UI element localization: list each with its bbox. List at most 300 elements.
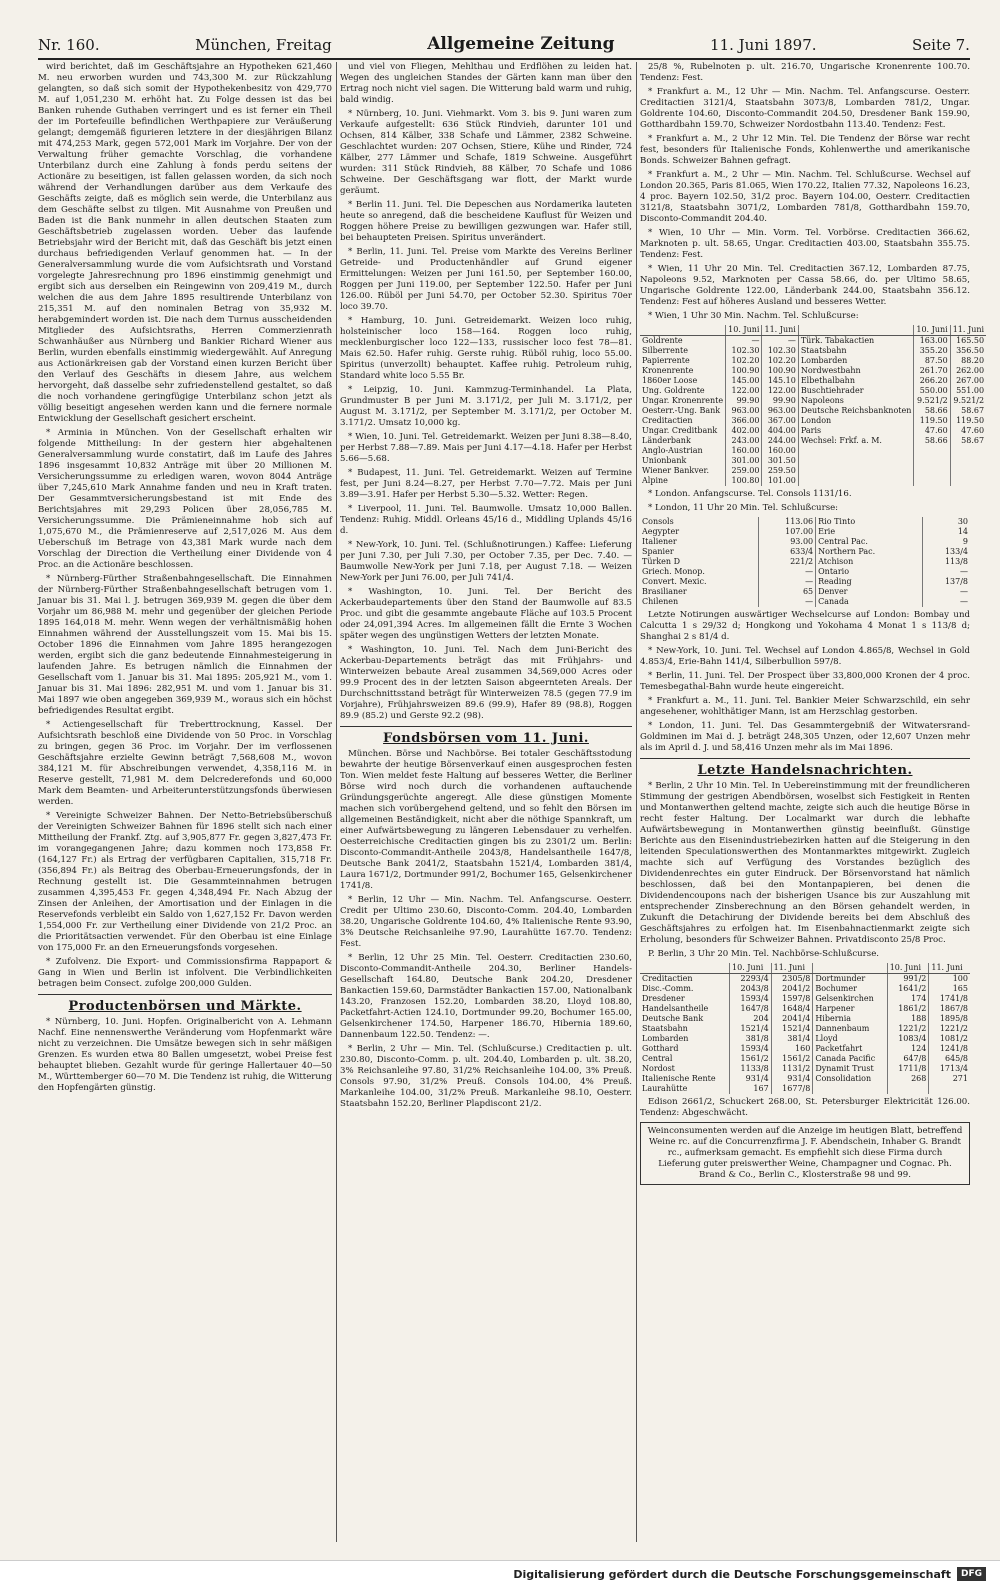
table-cell: 101.00 [762, 476, 798, 486]
table-cell: 1521/4 [730, 1024, 772, 1034]
table-cell: Nordwestbahn [798, 366, 914, 376]
table-cell: 271 [929, 1074, 970, 1084]
table-cell [887, 1084, 929, 1094]
table-cell: 1561/2 [771, 1054, 813, 1064]
table-cell: Denver [816, 587, 923, 597]
article-paragraph: * Wien, 11 Uhr 20 Min. Tel. Creditactien 367.12, Lombarden 87.75, Napoleons 9.52, Marknoten per Cassa 58.66, do. per Ultimo 58.65, Ungarische Goldrente 122.00, Länderbank 244.00, Staatsbahn 356.12. Tendenz: Fest auf höheres Ausland und besseres Wetter. [640, 264, 970, 307]
table-cell: — [923, 587, 970, 597]
table-cell: 244.00 [762, 436, 798, 446]
table-header: 10. Juni [914, 325, 950, 336]
table-cell: 87.50 [914, 356, 950, 366]
table-cell: 381/4 [771, 1034, 813, 1044]
table-cell: Creditactien [642, 974, 693, 983]
table-header: 11. Juni [929, 963, 970, 974]
article-paragraph: * Washington, 10. Juni. Tel. Nach dem Juni-Bericht des Ackerbau-Departements beträgt das mit Frühjahrs- und Winterweizen bebaute Areal zusammen 34,569,000 Acres oder 99.9 Procent des in der letzten Saison abgeernteten Areals. Der Durchschnittsstand beträgt für Winterweizen 78.5 (gegen 77.9 im Vorjahre), Frühjahrsweizen 89.6 (99.9), Hafer 89 (98.8), Roggen 89.9 (85.2) und Gerste 92.2 (98). [340, 645, 632, 721]
article-paragraph: * Frankfurt a. M., 11. Juni. Tel. Bankier Meier Schwarzschild, ein sehr angesehener, wohlthätiger Mann, ist am Herzschlag gestorben. [640, 696, 970, 717]
table-cell: Silberrente [642, 346, 688, 355]
table-cell: — [759, 567, 816, 577]
table-cell: Creditactien [642, 416, 693, 425]
table-row [640, 1044, 970, 1054]
article-paragraph: * Nürnberg, 10. Juni. Hopfen. Originalbericht von A. Lehmann Nachf. Eine nennenswerthe Veränderung vom Hopfenmarkt wäre nicht zu verzeichnen. Die Umsätze bewegen sich in sehr mäßigen Grenzen. Es wurden etwa 80 Ballen umgesetzt, wobei Preise fest behauptet blieben. Gezahlt wurde für geringe Hallertauer 40—50 M., Württemberger 60—70 M. Die Tendenz ist ruhig, die Witterung den Hopfengärten günstig. [38, 1017, 332, 1093]
table-cell: Napoleons [798, 396, 914, 406]
table-cell [950, 466, 986, 476]
issue-date: 11. Juni 1897. [710, 36, 817, 54]
table-cell: Gotthard [642, 1044, 679, 1053]
table-cell: 100 [929, 974, 970, 985]
table-cell: 931/4 [771, 1074, 813, 1084]
issue-number: Nr. 160. [38, 36, 100, 54]
table-cell: 404.00 [762, 426, 798, 436]
table-cell: 1895/8 [929, 1014, 970, 1024]
article-paragraph: * Frankfurt a. M., 12 Uhr — Min. Nachm. Tel. Anfangscurse. Oesterr. Creditactien 3121/4, Staatsbahn 3073/8, Lombarden 781/2, Ungar. Goldrente 104.60, Disconto-Commandit 204.50, Dresdener Bank 159.90, Gotthardbahn 159.70, Schweizer Nordostbahn 113.40. Tendenz: Fest. [640, 87, 970, 130]
table-cell: 58.66 [914, 436, 950, 446]
table-cell: Türken D [642, 557, 681, 566]
table-cell: Italienische Rente [642, 1074, 716, 1083]
table-cell: — [762, 336, 798, 347]
table-cell: Dynamit Trust [813, 1064, 887, 1074]
article-paragraph: 25/8 %, Rubelnoten p. ult. 216.70, Ungarische Kronenrente 100.70. Tendenz: Fest. [640, 62, 970, 83]
table-cell: Harpener [813, 1004, 887, 1014]
table-header: 11. Juni [950, 325, 986, 336]
column-2 [340, 62, 632, 1550]
table-cell: Länderbank [642, 436, 691, 445]
table-cell: 633/4 [759, 547, 816, 557]
table-cell [813, 1084, 887, 1094]
table-cell: 1241/8 [929, 1044, 970, 1054]
table-cell: Brasilianer [642, 587, 687, 596]
table-cell: 259.00 [726, 466, 762, 476]
table-cell: 267.00 [950, 376, 986, 386]
table-cell: Convert. Mexic. [642, 577, 707, 586]
table-row [640, 1034, 970, 1044]
table-row [640, 1054, 970, 1064]
table-cell [914, 466, 950, 476]
table-cell: 137/8 [923, 577, 970, 587]
table-cell: 47.60 [914, 426, 950, 436]
table-row [640, 567, 970, 577]
column-rule [636, 62, 637, 1542]
table-header [798, 325, 914, 336]
table-cell: 167 [730, 1084, 772, 1094]
table-cell: Deutsche Bank [642, 1014, 704, 1023]
article-paragraph: * Wien, 10 Uhr — Min. Vorm. Tel. Vorbörse. Creditactien 366.62, Marknoten p. ult. 58.65, Ungar. Creditactien 403.00, Staatsbahn 355.75. Tendenz: Fest. [640, 228, 970, 260]
table-cell: Chilenen [642, 597, 679, 606]
article-paragraph: * Hamburg, 10. Juni. Getreidemarkt. Weizen loco ruhig, holsteinischer loco 158—164. Roggen loco ruhig, mecklenburgischer loco 122—133, russischer loco fest 78—81. Mais 62.50. Hafer ruhig. Gerste ruhig. Rüböl ruhig, loco 55.00. Spiritus (unverzollt) behauptet. Kaffee ruhig. Petroleum ruhig, Standard white loco 5.55 Br. [340, 316, 632, 381]
table-cell: Italiener [642, 537, 677, 546]
article-paragraph: * Wien, 1 Uhr 30 Min. Nachm. Tel. Schlußcurse: [648, 311, 859, 321]
table-cell: Erie [816, 527, 923, 537]
article-paragraph: * London, 11. Juni. Tel. Das Gesammtergebniß der Witwatersrand-Goldminen im Mai d. J. beträgt 248,305 Unzen, oder 12,607 Unzen mehr als im April d. J. und 58,416 Unzen mehr als im Mai 1896. [640, 721, 970, 753]
table-row [640, 466, 986, 476]
table-cell: Disc.-Comm. [642, 984, 694, 993]
table-cell [914, 446, 950, 456]
article-paragraph: * Washington, 10. Juni. Tel. Der Bericht des Ackerbaudepartements über den Stand der Baumwolle auf 83.5 Proc. und gibt die gesammte angebaute Fläche auf 103.5 Procent oder 24,091,394 Acres. Im allgemeinen fällt die Ernte 3 Wochen später wegen des ungünstigen Wetters der letzten Monate. [340, 587, 632, 641]
table-cell: Unionbank [642, 456, 687, 465]
table-cell: Paris [798, 426, 914, 436]
table-cell: Deutsche Reichsbanknoten [798, 406, 914, 416]
table-cell: 100.90 [762, 366, 798, 376]
table-header [640, 325, 726, 336]
table-cell: 1713/4 [929, 1064, 970, 1074]
table-cell: 2043/8 [730, 984, 772, 994]
article-paragraph: * Berlin, 2 Uhr 10 Min. Tel. In Uebereinstimmung mit der freundlicheren Stimmung der gestrigen Abendbörsen, woselbst sich Festigkeit in Renten und Montanwerthen geltend machte, zeigte sich auch die heutige Börse in recht fester Haltung. Der Localmarkt war durch die lebhafte Aufwärtsbewegung in Montanwerthen günstig beeinflußt. Günstige Berichte aus den Eisenindustriebezirken hatten auf die Steigerung in den leitenden Speculationswerthen des Montanmarktes mitgewirkt. Zugleich machte sich auf Verfügung des Vorstandes bezüglich des Dividendenrechtes ein guter Eindruck. Der Börsenvorstand hat nämlich beschlossen, daß bei den Montanpapieren, bei denen die Dividendencoupons nach der bisherigen Usance bis zur Auszahlung mit entsprechender Zinsberechnung an den Börsen gehandelt werden, in Zukunft die Detachirung der Dividende bereits bei dem Abschluß des Geschäftsjahres zu erfolgen hat. Im Eisenbahnactienmarkt zeigte sich Erholung, besonders für Schweizer Bahnen. Privatdisconto 25/8 Proc. [640, 781, 970, 945]
table-row [640, 1014, 970, 1024]
table-cell: 1711/8 [887, 1064, 929, 1074]
table-cell: 356.50 [950, 346, 986, 356]
table-cell: 119.50 [950, 416, 986, 426]
table-cell: Handelsantheile [642, 1004, 709, 1013]
table-row [640, 386, 986, 396]
section-title: Productenbörsen und Märkte. [68, 999, 302, 1014]
place-date: München, Freitag [195, 36, 332, 54]
table-cell: 102.20 [726, 356, 762, 366]
table-cell [950, 476, 986, 486]
table-cell: Spanier [642, 547, 674, 556]
table-cell: 1081/2 [929, 1034, 970, 1044]
table-cell: 1861/2 [887, 1004, 929, 1014]
table-cell [914, 456, 950, 466]
table-cell: 47.60 [950, 426, 986, 436]
digitization-footer [0, 1560, 1000, 1587]
column-1 [38, 62, 332, 1550]
table-header [640, 963, 730, 974]
table-cell: Ungar. Creditbank [642, 426, 718, 435]
page-header [38, 28, 970, 60]
table-cell: 1677/8 [771, 1084, 813, 1094]
table-cell: Wechsel: Frkf. a. M. [798, 436, 914, 446]
table-cell: 188 [887, 1014, 929, 1024]
table-cell: 301.50 [762, 456, 798, 466]
article-paragraph: Edison 2661/2, Schuckert 268.00, St. Petersburger Elektricität 126.00. Tendenz: Abgeschwächt. [640, 1097, 970, 1118]
table-row [640, 376, 986, 386]
table-cell [798, 466, 914, 476]
table-cell: 1593/4 [730, 1044, 772, 1054]
table-row [640, 1074, 970, 1084]
table-cell: 991/2 [887, 974, 929, 985]
table-cell: 1597/8 [771, 994, 813, 1004]
table-cell: 551.00 [950, 386, 986, 396]
table-row [640, 537, 970, 547]
table-cell: Dannenbaum [813, 1024, 887, 1034]
article-paragraph: * Wien, 10. Juni. Tel. Getreidemarkt. Weizen per Juni 8.38—8.40, per Herbst 7.88—7.89. Mais per Juni 4.17—4.18. Hafer per Herbst 5.66—5.68. [340, 432, 632, 464]
table-cell: 2041/4 [771, 1014, 813, 1024]
table-cell: Packetfahrt [813, 1044, 887, 1054]
article-paragraph: * Nürnberg, 10. Juni. Viehmarkt. Vom 3. bis 9. Juni waren zum Verkaufe aufgestellt: 636 Stück Rindvieh, darunter 101 und Ochsen, 814 Kälber, 338 Schafe und Lämmer, 2382 Schweine. Geschlachtet wurden: 207 Ochsen, Stiere, Kühe und Rinder, 724 Kälber, 277 Lämmer und Schafe, 1819 Schweine. Ausgeführt wurden: 311 Stück Rindvieh, 88 Kälber, 70 Schafe und 1086 Schweine. Der Geschäftsgang war flott, der Markt wurde geräumt. [340, 109, 632, 196]
article-paragraph: * Zufolvenz. Die Export- und Commissionsfirma Rappaport & Gang in Wien und Berlin ist infolvent. Die Verbindlichkeiten betragen beim Consect. zufolge 200,000 Gulden. [38, 957, 332, 989]
table-cell: 100.80 [726, 476, 762, 486]
table-cell: 102.30 [762, 346, 798, 356]
table-cell: 262.00 [950, 366, 986, 376]
table-cell: Kronenrente [642, 366, 694, 375]
table-row [640, 336, 986, 347]
table-cell: 221/2 [759, 557, 816, 567]
article-paragraph: * Berlin, 12 Uhr — Min. Nachm. Tel. Anfangscurse. Oesterr. Credit per Ultimo 230.60, Disconto-Comm. 204.40, Lombarden 38.20, Ungarische Goldrente 104.60, 4% Italienische Rente 93.90, 3% Deutsche Reichsanleihe 97.90, Laurahütte 167.70. Tendenz: Fest. [340, 895, 632, 949]
table-cell: 2305/8 [771, 974, 813, 985]
article-paragraph: * Actiengesellschaft für Treberttrocknung, Kassel. Der Aufsichtsrath beschloß eine Dividende von 50 Proc. in Vorschlag zu bringen, gegen 36 Proc. im Vorjahr. Der im verflossenen Geschäftsjahre erzielte Gewinn beträgt 7,568,608 M., wovon 384,121 M. für Abschreibungen verwendet, 4,358,116 M. in Reserve gestellt, 71,981 M. dem Delcrederefonds und 60,000 Mark dem Beamten- und Arbeiterunterstützungsfonds überwiesen werden. [38, 720, 332, 807]
table-cell: — [923, 567, 970, 577]
table-row [640, 547, 970, 557]
table-cell [798, 446, 914, 456]
table-cell: 119.50 [914, 416, 950, 426]
table-header: 10. Juni [887, 963, 929, 974]
table-cell: 259.50 [762, 466, 798, 476]
table-row [640, 517, 970, 527]
table-cell: — [726, 336, 762, 347]
article-paragraph: P. Berlin, 3 Uhr 20 Min. Tel. Nachbörse-Schlußcurse. [648, 949, 880, 959]
divider [340, 726, 632, 727]
wien-quotes-table [640, 325, 986, 486]
table-row [640, 994, 970, 1004]
table-row [640, 577, 970, 587]
table-cell: Lombarden [798, 356, 914, 366]
table-cell: 99.90 [762, 396, 798, 406]
table-cell: 113.06 [759, 517, 816, 527]
table-cell: 1648/4 [771, 1004, 813, 1014]
table-cell: Goldrente [642, 336, 683, 345]
berlin-quotes-table [640, 963, 970, 1094]
table-cell: 124 [887, 1044, 929, 1054]
table-cell: Lombarden [642, 1034, 689, 1043]
table-row [640, 396, 986, 406]
table-header: 11. Juni [762, 325, 798, 336]
table-cell: 58.67 [950, 406, 986, 416]
table-cell: 963.00 [762, 406, 798, 416]
table-header: 11. Juni [771, 963, 813, 974]
page-number: Seite 7. [912, 36, 970, 54]
article-paragraph: * London. Anfangscurse. Tel. Consols 1131/16. [648, 489, 852, 499]
table-header-row [640, 963, 970, 974]
table-cell: Atchison [816, 557, 923, 567]
table-body [640, 517, 970, 607]
table-cell: London [798, 416, 914, 426]
article-paragraph: * Leipzig, 10. Juni. Kammzug-Terminhandel. La Plata, Grundmuster B per Juni M. 3.171/2, per Juli M. 3.171/2, per August M. 3.171/2, per September M. 3.171/2, per October M. 3.171/2. Umsatz 10,000 kg. [340, 385, 632, 428]
article-paragraph: * New-York, 10. Juni. Tel. Wechsel auf London 4.865/8, Wechsel in Gold 4.853/4, Erie-Bahn 141/4, Silberbullion 597/8. [640, 646, 970, 667]
table-cell: 1741/8 [929, 994, 970, 1004]
table-cell: 160.00 [726, 446, 762, 456]
article-paragraph: München. Börse und Nachbörse. Bei totaler Geschäftsstodung bewahrte der heutige Börsenverkauf einen ausgesprochen festen Ton. Wien meldet feste Haltung auf besseres Wetter, die Berliner Börse wird noch durch die vorhandenen auftauchende Gründungsgerüchte angeregt. Alle diese günstigen Momente machen sich vorübergehend geltend, und so fehlt den Börsen im allgemeinen Beständigkeit, nicht aber die nöthige Spannkraft, um einer Aufwärtsbewegung zu längeren Lebensdauer zu verhelfen. Oesterreichische Creditactien gingen bis zu 2301/2 um. Berlin: Disconto-Commandit-Antheile 2043/8, Handelsantheile 1647/8, Deutsche Bank 2041/2, Staatsbahn 1521/4, Lombarden 381/4, Laura 1671/2, Dortmunder 991/2, Bochumer 165, Gelsenkirchener 1741/8. [340, 749, 632, 891]
table-cell: 261.70 [914, 366, 950, 376]
table-cell: 645/8 [929, 1054, 970, 1064]
table-body [640, 336, 986, 487]
article-paragraph: * Berlin, 2 Uhr — Min. Tel. (Schlußcurse.) Creditactien p. ult. 230.80, Disconto-Comm. p. ult. 204.40, Lombarden p. ult. 38.20, 3% Reichsanleihe 97.80, 31/2% Reichsanleihe 104.00, 3% Preuß. Consols 97.90, 31/2% Preuß. Consols 104.00, 4% Preuß. Markanleihe 104.00, 31/2% Preuß. Markanleihe 98.10, Oesterr. Staatsbahn 152.20, Berliner Plapdiscont 21/2. [340, 1044, 632, 1109]
article-paragraph: * Berlin, 11. Juni. Tel. Preise vom Markte des Vereins Berliner Getreide- und Productenhändler auf Grund eigener Ermittelungen: Weizen per Juni 161.50, per September 160.00, Roggen per Juni 119.00, per September 122.50. Hafer per Juni 126.00. Rüböl per Juni 54.70, per October 52.30. Spiritus 70er loco 39.70. [340, 247, 632, 312]
table-cell: 9.521/2 [950, 396, 986, 406]
table-cell: Ung. Goldrente [642, 386, 705, 395]
table-cell: — [759, 577, 816, 587]
table-cell: 65 [759, 587, 816, 597]
footer-text: Digitalisierung gefördert durch die Deutsche Forschungsgemeinschaft [513, 1567, 951, 1581]
table-cell: 58.66 [914, 406, 950, 416]
table-cell: Buschtiehrader [798, 386, 914, 396]
table-cell [798, 476, 914, 486]
table-cell: 931/4 [730, 1074, 772, 1084]
table-cell: 1641/2 [887, 984, 929, 994]
table-cell [929, 1084, 970, 1094]
table-cell: 9 [923, 537, 970, 547]
table-cell: 174 [887, 994, 929, 1004]
table-row [640, 456, 986, 466]
table-cell: 9.521/2 [914, 396, 950, 406]
table-cell: 133/4 [923, 547, 970, 557]
table-cell: Elbethalbahn [798, 376, 914, 386]
table-cell: 301.00 [726, 456, 762, 466]
table-row [640, 416, 986, 426]
table-row [640, 557, 970, 567]
table-cell: Wiener Bankver. [642, 466, 710, 475]
table-cell: 204 [730, 1014, 772, 1024]
table-cell: Dortmunder [813, 974, 887, 985]
table-cell: 243.00 [726, 436, 762, 446]
table-cell: 165 [929, 984, 970, 994]
table-row [640, 356, 986, 366]
table-cell: Papierrente [642, 356, 690, 365]
article-paragraph: * Berlin 11. Juni. Tel. Die Depeschen aus Nordamerika lauteten heute so anregend, daß die bescheidene Kauflust für Weizen und Roggen höhere Preise zu bewilligen gezwungen war. Hafer still, bei behaupteten Preisen. Spiritus unverändert. [340, 200, 632, 243]
table-cell: 30 [923, 517, 970, 527]
table-cell: Griech. Monop. [642, 567, 705, 576]
table-cell: Reading [816, 577, 923, 587]
article-paragraph: wird berichtet, daß im Geschäftsjahre an Hypotheken 621,460 M. neu erworben wurden und 743,300 M. zur Rückzahlung gelangten, so daß sich somit der Hypothekenbesitz von 429,770 M. auf 1,051,230 M. erhöht hat. Zu Folge dessen ist das bei Banken ruhende Guthaben verringert und es ist ferner ein Theil der im Portefeuille befindlichen Werthpapiere zur Veräußerung gelangt; demgemäß figurieren letztere in der diesjährigen Bilanz mit 474,253 Mark, gegen 572,001 Mark im Vorjahre. Der von der Verwaltung früher gemachte Vorschlag, die vorhandene Unterbilanz durch eine Zahlung à fonds perdu seitens der Actionäre zu beseitigen, ist fallen gelassen worden, da sich noch während der Verhandlungen darüber aus dem Verkaufe des Geschäfts zeigte, daß es möglich sein werde, die Unterbilanz aus dem Geschäfte selbst zu tilgen. Mit Ausnahme von Preußen und Baden ist die Bank nunmehr in allen deutschen Staaten zum Geschäftsbetrieb zugelassen worden. Ueber das laufende Betriebsjahr wird der Bericht mit, daß das Geschäft bis jetzt einen durchaus befriedigenden Verlauf genommen hat. — In der Generalversammlung wurde die vom Aufsichtsrath und Vorstand vorgelegte Jahresrechnung pro 1896 einstimmig genehmigt und ergibt sich aus derselben ein Reingewinn von 209,419 M., durch welchen die aus dem Jahre 1895 resultirende Unterbilanz von 215,351 M. auf den nominalen Betrag von 35,932 M. herabgemindert worden ist. Die nach dem Turnus ausscheidenden Mitglieder des Aufsichtsraths, Herren Commerzienrath Schwanhäußer aus Nürnberg und Bankier Richard Wiener aus Berlin, wurden ebenfalls einstimmig wiedergewählt. Auf Anregung aus Actionärkreisen gab der Vorstand einen kurzen Bericht über den Verlauf des Geschäfts in diesem Jahre, aus welchem hervorgeht, daß dasselbe sehr zufriedenstellend gestaltet, so daß die noch vorhandene geringfügige Unterbilanz schon jetzt als völlig beseitigt angesehen werden kann und die fernere normale Entwicklung der Gesellschaft gesichert erscheint. [38, 62, 332, 424]
table-cell: Nordost [642, 1064, 675, 1073]
table-cell: 1593/4 [730, 994, 772, 1004]
table-cell: 145.10 [762, 376, 798, 386]
divider [640, 758, 970, 759]
table-cell: 550.00 [914, 386, 950, 396]
article-paragraph: Letzte Notirungen auswärtiger Wechselcurse auf London: Bombay und Calcutta 1 s 29/32 d; Hongkong und Yokohama 4 Monat 1 s 113/8 d; Shanghai 2 s 81/4 d. [640, 610, 970, 642]
table-cell: 1131/2 [771, 1064, 813, 1074]
table-cell: 102.30 [726, 346, 762, 356]
table-cell: 93.00 [759, 537, 816, 547]
table-cell: 402.00 [726, 426, 762, 436]
table-cell: 58.67 [950, 436, 986, 446]
article-paragraph: und viel von Fliegen, Mehlthau und Erdflöhen zu leiden hat. Wegen des ungleichen Standes der Gärten kann man über den Ertrag noch nicht viel sagen. Die Witterung bald warm und ruhig, bald windig. [340, 62, 632, 105]
table-cell: Rio Tinto [816, 517, 923, 527]
table-row [640, 406, 986, 416]
table-cell: Anglo-Austrian [642, 446, 703, 455]
article-paragraph: * Arminia in München. Von der Gesellschaft erhalten wir folgende Mittheilung: In der gestern hier abgehaltenen Generalversammlung wurde constatirt, daß im Laufe des Jahres 1896 insgesammt 10,832 Anträge mit über 20 Millionen M. Versicherungssumme zu erledigen waren, wovon 8044 Anträge über 7,245,610 Mark Annahme fanden und neu in Kraft traten. Der Gesammtversicherungsbestand ist mit Ende des Berichtsjahres mit 29,293 Policen über 28,056,785 M. Versicherungssumme. Die Prämieneinnahme hob sich auf 1,075,670 M., die Prämienreserve auf 2,517,026 M. Aus dem Ueberschuß im Betrage von 43,381 Mark wurde nach dem Vorschlag der Direction die Vertheilung einer Dividende von 4 Proc. an die Actionäre beschlossen. [38, 428, 332, 570]
table-cell: 2041/2 [771, 984, 813, 994]
table-cell: 145.00 [726, 376, 762, 386]
table-cell: 165.50 [950, 336, 986, 347]
table-cell: 1221/2 [887, 1024, 929, 1034]
table-cell: Alpine [642, 476, 668, 485]
article-paragraph: * Berlin, 12 Uhr 25 Min. Tel. Oesterr. Creditactien 230.60, Disconto-Commandit-Antheile 204.30, Berliner Handels-Gesellschaft 164.80, Deutsche Bank 204.20, Dresdener Bankactien 159.60, Darmstädter Bankactien 157.00, Nationalbank 143.20, Franzosen 152.20, Lombarden 38.20, Lloyd 108.80, Packetfahrt-Actien 124.10, Dortmunder 99.20, Bochumer 165.00, Gelsenkirchener 174.50, Harpener 186.70, Hibernia 189.60, Dannenbaum 122.50. Tendenz: —. [340, 953, 632, 1040]
table-cell: 107.00 [759, 527, 816, 537]
table-cell: 1860er Loose [642, 376, 698, 385]
article-paragraph: * New-York, 10. Juni. Tel. (Schlußnotirungen.) Kaffee: Lieferung per Juni 7.30, per Juli 7.30, per October 7.35, per Dec. 7.40. — Baumwolle New-York per Juni 7.18, per August 7.18. — Weizen New-York per Juni 76.00, per Juli 741/4. [340, 540, 632, 583]
table-cell [914, 476, 950, 486]
table-cell: Central [642, 1054, 673, 1063]
table-cell: Canada [816, 597, 923, 607]
divider [38, 994, 332, 995]
table-cell: 1221/2 [929, 1024, 970, 1034]
table-row [640, 1064, 970, 1074]
table-cell [950, 446, 986, 456]
table-cell: 2293/4 [730, 974, 772, 985]
london-quotes-table [640, 517, 970, 607]
table-row [640, 984, 970, 994]
table-row [640, 366, 986, 376]
dfg-logo: DFG [957, 1567, 986, 1581]
table-header [813, 963, 887, 974]
table-cell [798, 456, 914, 466]
article-paragraph: * Budapest, 11. Juni. Tel. Getreidemarkt. Weizen auf Termine fest, per Juni 8.24—8.27, per Herbst 7.70—7.72. Mais per Juni 3.89—3.91. Hafer per Herbst 5.30—5.32. Wetter: Regen. [340, 468, 632, 500]
table-cell: 1561/2 [730, 1054, 772, 1064]
table-cell: Ungar. Kronenrente [642, 396, 724, 405]
table-cell: Consols [642, 517, 674, 526]
table-cell: Laurahütte [642, 1084, 688, 1093]
section-title: Letzte Handelsnachrichten. [697, 763, 913, 778]
table-cell: 1083/4 [887, 1034, 929, 1044]
table-cell: Türk. Tabakactien [798, 336, 914, 347]
table-cell: Central Pac. [816, 537, 923, 547]
table-body [640, 974, 970, 1095]
table-cell: 367.00 [762, 416, 798, 426]
table-row [640, 587, 970, 597]
table-header: 10. Juni [726, 325, 762, 336]
table-cell: Consolidation [813, 1074, 887, 1084]
table-cell: Dresdener [642, 994, 685, 1003]
table-row [640, 597, 970, 607]
table-cell: Gelsenkirchen [813, 994, 887, 1004]
article-paragraph: * Vereinigte Schweizer Bahnen. Der Netto-Betriebsüberschuß der Vereinigten Schweizer Bahnen für 1896 stellt sich nach einer Mittheilung der Frankf. Ztg. auf 3,905,877 Fr. gegen 3,827,473 Fr. im vorangegangenen Jahre; dazu kommen noch 173,858 Fr. (164,127 Fr.) als Ertrag der verfügbaren Capitalien, 315,718 Fr. (356,894 Fr.) als Beitrag des Oberbau-Erneuerungsfonds, der in Rechnung gestellt ist. Die Gesammteinnahmen betrugen zusammen 4,395,453 Fr. gegen 4,348,494 Fr. Nach Abzug der Zinsen der Anleihen, der Amortisation und der Einlagen in die Reservefonds verbleibt ein Saldo von 1,627,152 Fr. Davon werden 1,554,000 Fr. zur Vertheilung einer Dividende von 21/2 Proc. an die Prioritätsactien verwendet. Für den Oberbau ist eine Einlage von 175,000 Fr. an den Erneuerungsfonds vorgesehen. [38, 811, 332, 953]
table-cell: — [759, 597, 816, 607]
masthead: Allgemeine Zeitung [427, 34, 615, 54]
article-paragraph: * Frankfurt a. M., 2 Uhr — Min. Nachm. Tel. Schlußcurse. Wechsel auf London 20.365, Paris 81.065, Wien 170.22, Italien 77.32, Napoleons 16.23, 4 proc. Bayern 102.50, 31/2 proc. Bayern 104.00, Oesterr. Creditactien 3121/8, Staatsbahn 3071/2, Lombarden 781/8, Gotthardbahn 159.70, Disconto-Commandit 204.40. [640, 170, 970, 224]
table-cell: — [923, 597, 970, 607]
table-cell: 1521/4 [771, 1024, 813, 1034]
table-row [640, 1024, 970, 1034]
table-row [640, 1004, 970, 1014]
column-3 [640, 62, 985, 1550]
section-title: Fondsbörsen vom 11. Juni. [383, 731, 589, 746]
table-cell: 14 [923, 527, 970, 537]
table-row [640, 436, 986, 446]
table-cell: Northern Pac. [816, 547, 923, 557]
table-cell: 160 [771, 1044, 813, 1054]
article-paragraph: * Nürnberg-Fürther Straßenbahngesellschaft. Die Einnahmen der Nürnberg-Fürther Straßenbahngesellschaft betrugen vom 1. Januar bis 31. Mai l. J. betrugen 369,939 M. gegen die über dem Vorjahr um 86,988 M. mehr und gegenüber der gleichen Periode 1895 164,018 M. mehr. Wenn wegen der verhältnismäßig hohen Einnahmen während der Ausstellungszeit vom 15. Mai bis 15. October 1896 die Einnahmen vom Jahre 1895 herangezogen werden, ergibt sich die ganz bedeutende Einnahmesteigerung in laufenden Jahre. Es betrugen nämlich die Einnahmen der Gesellschaft vom 1. Januar bis 31. Mai 1895: 205,921 M., vom 1. Januar bis 31. Mai 1896: 282,951 M. und vom 1. Januar bis 31. Mai 1897 wie oben angegeben 369,939 M., woraus sich ein höchst befriedigendes Resultat ergibt. [38, 574, 332, 716]
table-cell: 266.20 [914, 376, 950, 386]
table-cell: 100.90 [726, 366, 762, 376]
table-cell: Lloyd [813, 1034, 887, 1044]
table-row [640, 527, 970, 537]
table-cell: 1647/8 [730, 1004, 772, 1014]
table-cell: Ontario [816, 567, 923, 577]
table-cell: 1133/8 [730, 1064, 772, 1074]
table-cell: 122.00 [762, 386, 798, 396]
table-cell: 268 [887, 1074, 929, 1084]
table-cell: 99.90 [726, 396, 762, 406]
table-cell: Canada Pacific [813, 1054, 887, 1064]
table-header: 10. Juni [730, 963, 772, 974]
table-cell: 163.00 [914, 336, 950, 347]
table-cell: 366.00 [726, 416, 762, 426]
article-paragraph: * London, 11 Uhr 20 Min. Tel. Schlußcurse: [648, 503, 839, 513]
table-cell: Bochumer [813, 984, 887, 994]
table-cell: 355.20 [914, 346, 950, 356]
article-paragraph: * Berlin, 11. Juni. Tel. Der Prospect über 33,800,000 Kronen der 4 proc. Temesbegathal-Bahn wurde heute eingereicht. [640, 671, 970, 692]
table-cell [950, 456, 986, 466]
table-row [640, 346, 986, 356]
table-cell: 160.00 [762, 446, 798, 456]
table-cell: Aegypter [642, 527, 680, 536]
table-row [640, 1084, 970, 1094]
table-cell: 88.20 [950, 356, 986, 366]
table-cell: 102.20 [762, 356, 798, 366]
table-row [640, 446, 986, 456]
table-cell: Oesterr.-Ung. Bank [642, 406, 721, 415]
table-cell: Staatsbahn [798, 346, 914, 356]
advertisement: Weinconsumenten werden auf die Anzeige im heutigen Blatt, betreffend Weine rc. auf die Concurrenzfirma J. F. Abendschein, Inhaber G. Brandt rc., aufmerksam gemacht. Es empfiehlt sich diese Firma durch Lieferung guter preiswerther Weine, Champagner und Cognac. Ph. Brand & Co., Berlin C., Klosterstraße 98 und 99. [640, 1122, 970, 1185]
